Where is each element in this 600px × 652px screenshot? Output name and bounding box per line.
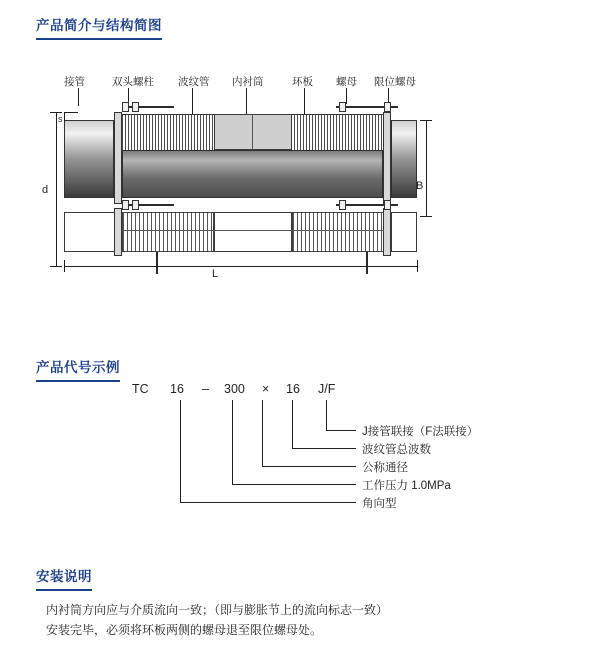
right-flange-section	[383, 208, 391, 256]
code-token-angle: 16	[170, 382, 184, 396]
callout-label-double-end-stud: 双头螺柱	[112, 76, 154, 88]
liner-upper	[122, 150, 383, 198]
codeline-connection-h	[326, 430, 356, 431]
ring-plate-center-line	[252, 114, 253, 150]
callout-label-liner: 内衬筒	[232, 76, 264, 88]
code-token-times: ×	[262, 382, 270, 396]
stud-left-bottom	[122, 204, 174, 206]
section-title-code-text: 产品代号示例	[36, 360, 120, 375]
right-pipe-section	[391, 212, 417, 252]
limit-nut-right-bottom	[384, 200, 391, 210]
left-flange	[114, 112, 122, 204]
left-pipe-end	[64, 120, 114, 198]
code-desc-angle: 角向型	[362, 498, 397, 510]
dim-d-line	[56, 112, 57, 266]
dim-d-tick-bottom	[50, 266, 62, 267]
dimension-label-l: L	[212, 268, 219, 280]
nut-left-top-1	[122, 102, 129, 112]
install-note-2: 安装完毕，必须将环板两侧的螺母退至限位螺母处。	[46, 623, 323, 637]
codeline-diameter-v	[262, 400, 263, 466]
section-title-install-text: 安装说明	[36, 569, 92, 584]
code-token-waves: 16	[286, 382, 300, 396]
codeline-connection-v	[326, 400, 327, 430]
dim-s-line	[64, 112, 78, 113]
left-flange-section	[114, 208, 122, 256]
bellows-right-section	[292, 212, 384, 252]
leader-nozzle	[78, 88, 79, 106]
dim-l-tick-right	[417, 260, 418, 272]
install-note-1: 内衬筒方向应与介质流向一致；（即与膨胀节上的流向标志一致）	[46, 603, 389, 617]
dim-b-tick-bottom	[420, 216, 432, 217]
callout-label-bellows: 波纹管	[178, 76, 210, 88]
heading-underline-3	[36, 589, 92, 591]
limit-nut-right-top	[384, 102, 391, 112]
dim-b-line	[426, 120, 427, 216]
dimension-label-d: d	[42, 184, 49, 196]
center-line-section	[122, 230, 384, 231]
dimension-label-b: B	[416, 180, 424, 192]
leader-stud	[128, 88, 129, 102]
right-pipe-end	[391, 120, 417, 198]
nut-right-bottom-1	[339, 200, 346, 210]
codeline-pressure-h	[232, 484, 356, 485]
codeline-waves-h	[292, 448, 356, 449]
code-token-series: TC	[132, 382, 149, 396]
dimension-label-s: s	[58, 114, 63, 124]
code-token-dash: –	[202, 382, 209, 396]
callout-label-nozzle: 接管	[64, 76, 85, 88]
nut-left-bottom-2	[132, 200, 139, 210]
dim-d-tick-top	[50, 112, 62, 113]
code-desc-diameter: 公称通径	[362, 462, 408, 474]
leader-limit-nut	[388, 88, 389, 102]
structure-diagram	[36, 62, 536, 292]
nut-left-bottom-1	[122, 200, 129, 210]
stud-drop-left	[156, 252, 158, 274]
codeline-waves-v	[292, 400, 293, 448]
bellows-left-upper	[122, 114, 214, 152]
dim-b-tick-top	[420, 120, 432, 121]
nut-left-top-2	[132, 102, 139, 112]
section-title-install	[36, 565, 92, 591]
section-title-intro-text: 产品简介与结构简图	[36, 18, 162, 33]
code-desc-waves: 波纹管总波数	[362, 444, 431, 456]
right-flange	[383, 112, 391, 204]
leader-bellows	[192, 88, 193, 114]
bellows-left-section	[122, 212, 214, 252]
dim-s-tick	[64, 112, 65, 122]
install-notes	[46, 600, 566, 640]
codeline-pressure-v	[232, 400, 233, 484]
code-desc-connection: J接管联接（F法联接）	[362, 426, 479, 438]
leader-nut	[346, 88, 347, 104]
nut-right-top-1	[339, 102, 346, 112]
code-token-diameter: 300	[224, 382, 245, 396]
leader-ring-plate	[304, 88, 305, 114]
code-token-connection: J/F	[318, 382, 336, 396]
section-title-intro	[36, 14, 162, 40]
section-title-code	[36, 356, 120, 382]
ring-plate-body-upper	[214, 114, 292, 150]
callout-label-nut: 螺母	[336, 76, 357, 88]
ring-plate-section	[214, 212, 292, 252]
callout-label-limit-nut: 限位螺母	[374, 76, 416, 88]
heading-underline	[36, 38, 162, 40]
stud-left-top	[122, 106, 174, 108]
codeline-angle-v	[180, 400, 181, 502]
bellows-right-upper	[291, 114, 383, 152]
callout-label-ring-plate: 环板	[292, 76, 313, 88]
codeline-diameter-h	[262, 466, 356, 467]
dim-l-line	[64, 266, 417, 267]
stud-drop-right	[366, 252, 368, 274]
product-code-diagram	[36, 382, 536, 542]
code-desc-pressure: 工作压力 1.0MPa	[362, 480, 451, 492]
dim-l-tick-left	[64, 260, 65, 272]
codeline-angle-h	[180, 502, 356, 503]
